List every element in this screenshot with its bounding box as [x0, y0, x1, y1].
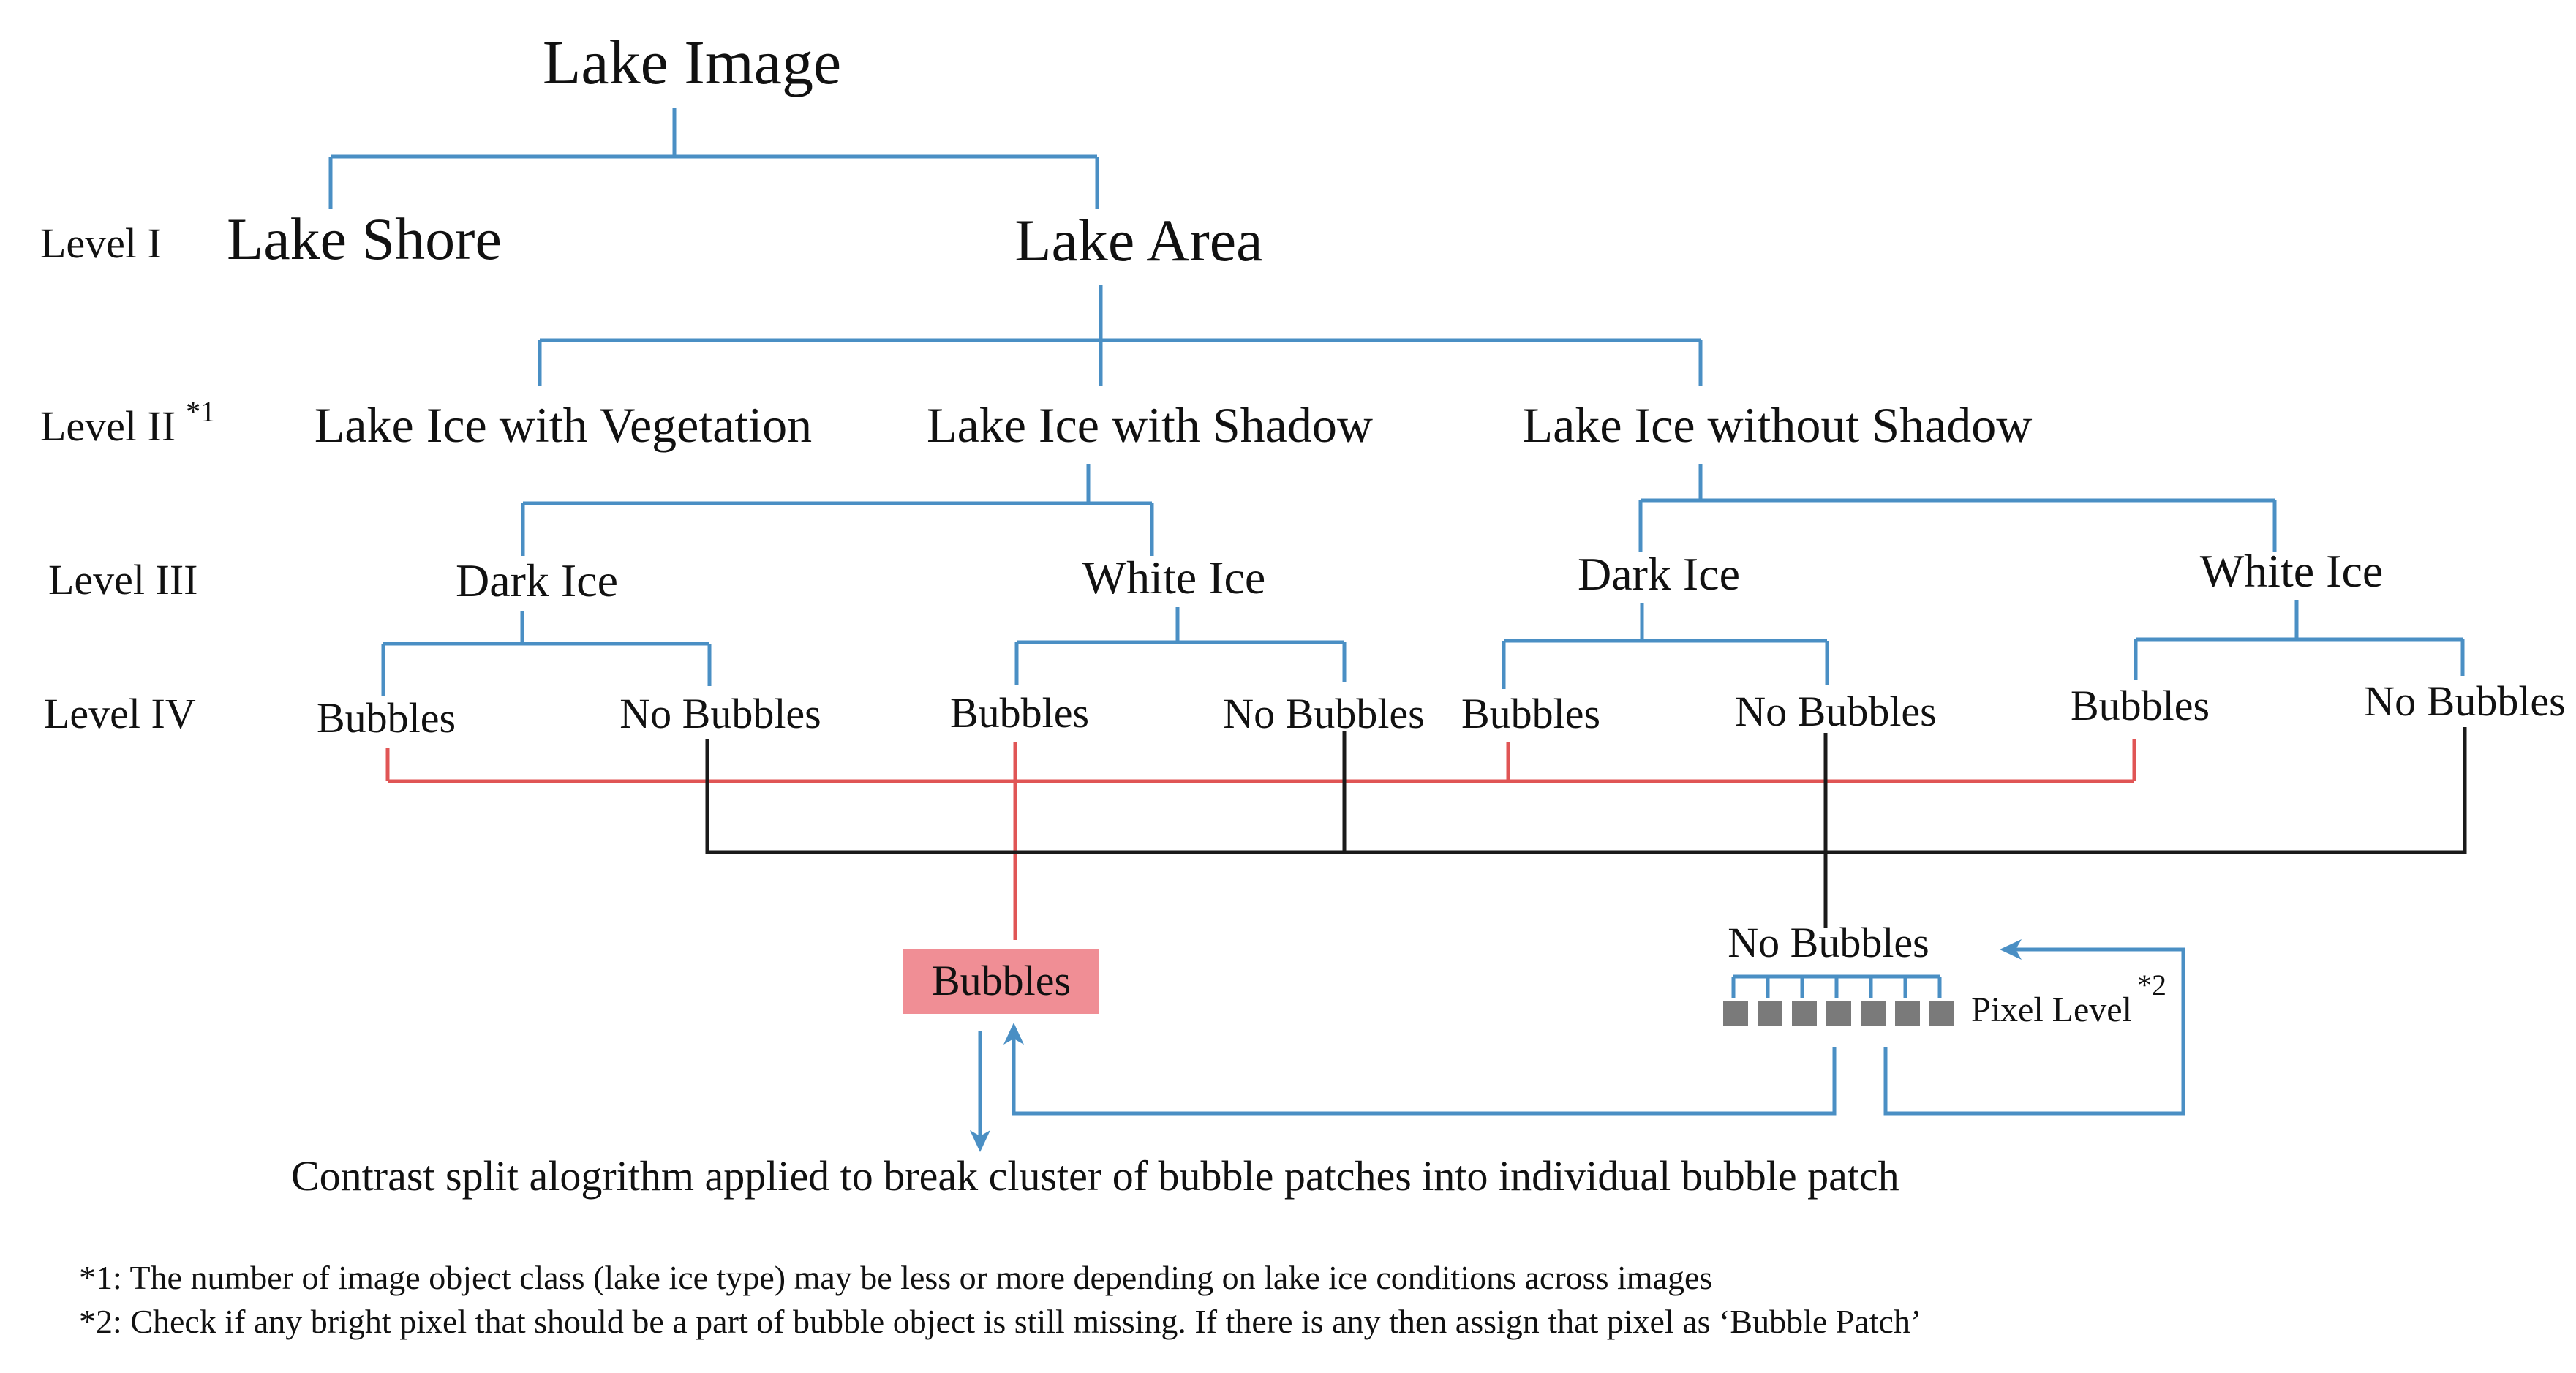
level-label-3: Level III: [48, 556, 198, 603]
level-label-1: Level I: [40, 219, 162, 267]
level-label-4: Level IV: [44, 690, 196, 737]
node-white-ice-shadow: White Ice: [1082, 552, 1266, 603]
pixel-square: [1792, 1001, 1817, 1026]
pixel-square: [1861, 1001, 1886, 1026]
leaf-no-bubbles-3: No Bubbles: [1735, 688, 1937, 735]
pixel-level-label: Pixel Level: [1971, 990, 2132, 1029]
pixel-squares: [1723, 1001, 1954, 1026]
pixel-square: [1723, 1001, 1748, 1026]
pixel-level-note-marker: *2: [2137, 968, 2166, 1001]
node-dark-ice-shadow: Dark Ice: [455, 554, 619, 606]
merged-no-bubbles-label: No Bubbles: [1728, 919, 1929, 966]
no-bubbles-merge-lines: [707, 727, 2465, 928]
leaf-bubbles-4: Bubbles: [2070, 682, 2210, 729]
pixel-level-bracket: [1733, 977, 1940, 998]
node-lake-area: Lake Area: [1014, 207, 1263, 274]
pixel-square: [1826, 1001, 1851, 1026]
pixel-square: [1758, 1001, 1782, 1026]
footnote-2: *2: Check if any bright pixel that should be a part of bubble object is still missing. If there is any then assign that pixel as ‘Bubble Patch’: [79, 1303, 1922, 1340]
pixel-square: [1895, 1001, 1920, 1026]
merged-bubbles-label: Bubbles: [931, 957, 1072, 1004]
root-title: Lake Image: [542, 27, 842, 97]
node-ice-shadow: Lake Ice with Shadow: [927, 397, 1373, 453]
leaf-bubbles-1: Bubbles: [316, 694, 456, 742]
node-dark-ice-noshadow: Dark Ice: [1577, 548, 1741, 600]
node-ice-without-shadow: Lake Ice without Shadow: [1522, 397, 2033, 453]
footnote-1: *1: The number of image object class (lake ice type) may be less or more depending on lake ice conditions across images: [79, 1259, 1713, 1296]
node-ice-vegetation: Lake Ice with Vegetation: [314, 397, 813, 453]
node-lake-shore: Lake Shore: [227, 206, 502, 272]
leaf-bubbles-3: Bubbles: [1461, 690, 1601, 737]
leaf-no-bubbles-4: No Bubbles: [2364, 677, 2566, 725]
level-label-2: Level II $^{*1}$: [40, 395, 216, 450]
leaf-bubbles-2: Bubbles: [949, 689, 1090, 737]
leaf-no-bubbles-1: No Bubbles: [619, 690, 821, 737]
bubbles-merge-lines: [388, 739, 2134, 940]
node-white-ice-noshadow: White Ice: [2199, 545, 2384, 597]
pixel-square: [1929, 1001, 1954, 1026]
leaf-no-bubbles-2: No Bubbles: [1223, 690, 1425, 737]
feedback-arrows: [970, 939, 2183, 1152]
contrast-split-text: Contrast split alogrithm applied to break cluster of bubble patches into individual bubble patch: [291, 1152, 1899, 1200]
